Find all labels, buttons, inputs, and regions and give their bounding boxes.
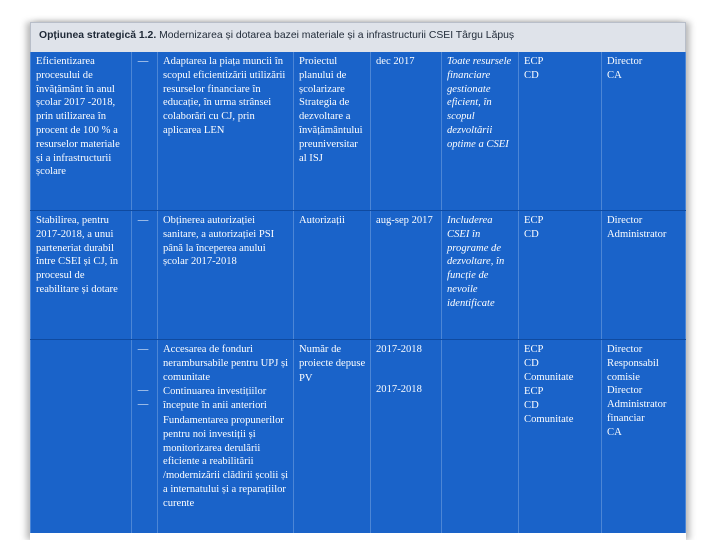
activity-cell (158, 340, 294, 534)
term-cell: aug-sep 2017 (371, 211, 442, 340)
table-title-bar (30, 22, 686, 53)
term-item: 2017-2018 (376, 344, 422, 355)
term-item: 2017-2018 (376, 383, 422, 395)
responsible-item: ECP CD Comunitate (524, 344, 574, 383)
partner-cell: Director Administrator (602, 211, 686, 340)
dash-marker: — (137, 384, 149, 396)
partner-cell: Director CA (602, 52, 686, 211)
term-cell: dec 2017 (371, 52, 442, 211)
indicator-cell: Toate resursele financiare gestionate eficient, în scopul dezvoltării optime a CSEI (442, 52, 519, 211)
indicator-cell (442, 340, 519, 534)
resource-item: PV (299, 372, 313, 384)
strategic-option-title: Modernizarea și dotarea bazei materiale și a infrastructurii CSEI Târgu Lăpuș (159, 30, 515, 41)
term-cell (371, 340, 442, 534)
table-row (31, 211, 686, 340)
objective-cell: Stabilirea, pentru 2017-2018, a unui parteneriat durabil între CSEI și CJ, în procesul de reabilitare și dotare (31, 211, 132, 340)
objective-cell: Eficientizarea procesului de învățământ în anul școlar 2017 -2018, prin utilizarea în procent de 100 % a resurselor materiale și a infrastructurii școlare (31, 52, 132, 211)
activity-item: Accesarea de fonduri nerambursabile pentru UPJ și comunitate (163, 344, 289, 383)
responsible-cell (519, 340, 602, 534)
activity-cell: Adaptarea la piața muncii în scopul eficientizării utilizării resurselor financiare în educație, în urma strânsei colaborări cu CJ, prin aplicarea LEN (158, 52, 294, 211)
activity-item: Fundamentarea propunerilor pentru noi investiții și monitorizarea derulării eficiente a reabilitării /modernizării clădirii școlii și a internatului și a reparațiilor curente (163, 414, 289, 509)
dash-markers (132, 340, 158, 534)
resource-cell: Proiectul planului de școlarizare Strategia de dezvoltare a învățământului preuniversitar al ISJ (294, 52, 371, 211)
activity-cell: Obținerea autorizației sanitare, a autorizației PSI până la începerea anului școlar 2017-2018 (158, 211, 294, 340)
dash-marker: — (137, 344, 149, 355)
activity-item: Continuarea investițiilor începute în anii anteriori (163, 386, 267, 412)
indicator-cell: Includerea CSEI în programe de dezvoltare, în funcție de nevoile identificate (442, 211, 519, 340)
responsible-cell: ECP CD (519, 211, 602, 340)
dash-marker: — (132, 211, 158, 340)
resource-cell: Autorizații (294, 211, 371, 340)
dash-marker: — (137, 398, 149, 410)
responsible-item: ECP CD Comunitate (524, 386, 574, 425)
partner-cell: Director Responsabil comisie Director Administrator financiar CA (602, 340, 686, 534)
responsible-cell: ECP CD (519, 52, 602, 211)
resource-cell (294, 340, 371, 534)
strategy-table (30, 52, 686, 533)
table-row (31, 340, 686, 534)
objective-cell (31, 340, 132, 534)
resource-item: Număr de proiecte depuse (299, 344, 366, 369)
dash-marker: — (132, 52, 158, 211)
strategic-option-label: Opțiunea strategică 1.2. (39, 30, 157, 41)
table-row (31, 52, 686, 211)
